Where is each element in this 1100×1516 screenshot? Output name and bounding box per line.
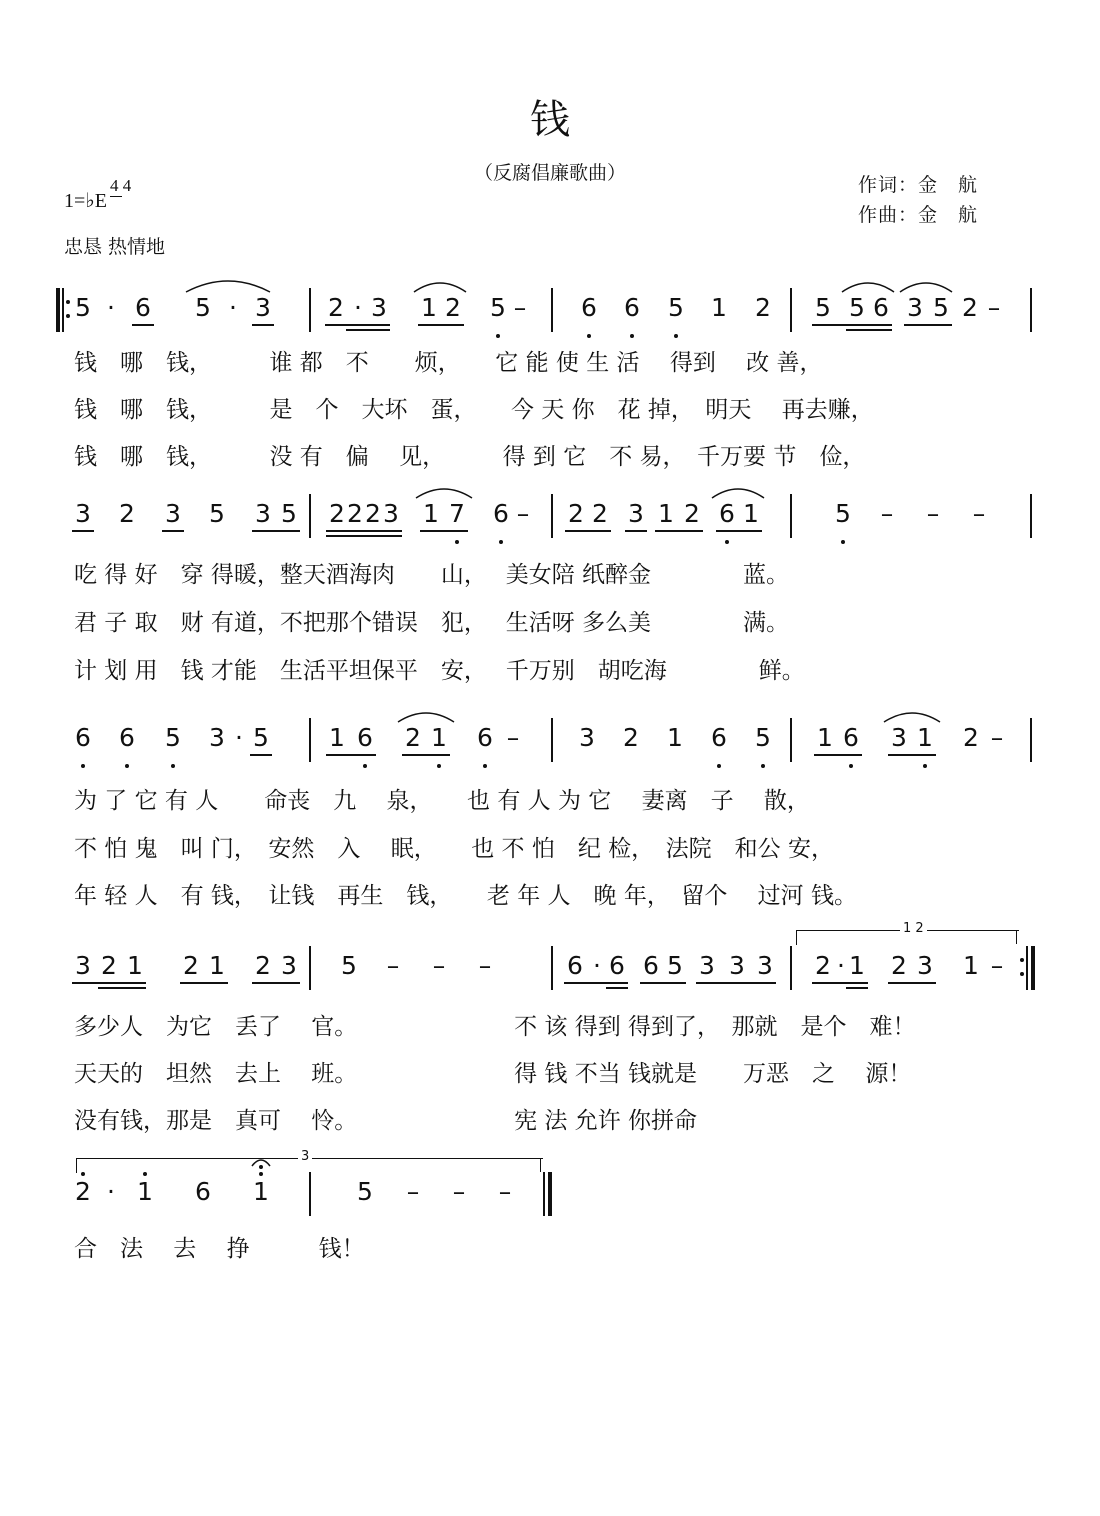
note: 3	[209, 723, 225, 752]
note: 2	[365, 499, 381, 528]
note: 5	[341, 951, 357, 980]
augmentation-dot: ·	[593, 951, 601, 980]
note: 2	[405, 723, 421, 752]
note: 2	[568, 499, 584, 528]
note: 5	[195, 293, 211, 322]
lyric-line: 年 轻 人 有 钱， 让钱 再生 钱， 老 年 人 晚 年， 留个 过河 钱。	[74, 883, 857, 909]
note: 2	[963, 723, 979, 752]
note: 2	[119, 499, 135, 528]
note: 1	[127, 951, 143, 980]
note: 1	[431, 723, 447, 752]
dash: –	[406, 1177, 420, 1206]
volta-label: 1 2	[900, 921, 927, 936]
note: 6	[477, 723, 493, 752]
note: 3	[165, 499, 181, 528]
volta-label: 3	[298, 1149, 312, 1164]
note: 6	[581, 293, 597, 322]
note: 3	[383, 499, 399, 528]
dash: –	[880, 499, 894, 528]
note: 1	[658, 499, 674, 528]
lyric-line: 君 子 取 财 有道，不把那个错误 犯， 生活呀 多么美 满。	[74, 610, 790, 636]
note: 5	[668, 293, 684, 322]
dash: –	[498, 1177, 512, 1206]
augmentation-dot: ·	[235, 723, 243, 752]
note: 6	[873, 293, 889, 322]
note: 6	[567, 951, 583, 980]
note: 5	[933, 293, 949, 322]
slurs	[0, 494, 1100, 554]
lyric-line: 没有钱，那是 真可 怜。 宪 法 允许 你拼命	[74, 1108, 698, 1134]
dash: –	[478, 951, 492, 980]
note: 2	[623, 723, 639, 752]
note: 3	[281, 951, 297, 980]
note: 5	[253, 723, 269, 752]
system-2	[0, 494, 1100, 554]
note: 5	[815, 293, 831, 322]
note: 1	[423, 499, 439, 528]
song-title: 钱	[530, 97, 570, 143]
augmentation-dot: ·	[229, 293, 237, 322]
note: 5	[209, 499, 225, 528]
note: 1	[711, 293, 727, 322]
lyric-line: 不 怕 鬼 叫 门， 安然 入 眠， 也 不 怕 纪 检， 法院 和公 安，	[74, 836, 834, 862]
lyric-line: 天天的 坦然 去上 班。 得 钱 不当 钱就是 万恶 之 源！	[74, 1061, 912, 1087]
note: 5	[849, 293, 865, 322]
note: 2	[347, 499, 363, 528]
note: 6	[609, 951, 625, 980]
lyric-line: 吃 得 好 穿 得暖，整天酒海肉 山， 美女陪 纸醉金 蓝。	[74, 562, 790, 588]
note: 2	[329, 499, 345, 528]
slurs	[0, 718, 1100, 778]
note: 6	[493, 499, 509, 528]
note: 1	[817, 723, 833, 752]
dash: –	[990, 723, 1004, 752]
repeat-end	[1026, 946, 1028, 990]
song-subtitle: （反腐倡廉歌曲）	[473, 162, 626, 184]
system-5	[0, 1172, 1100, 1232]
note: 3	[255, 499, 271, 528]
note: 1	[209, 951, 225, 980]
note: 5	[165, 723, 181, 752]
time-top: 4	[110, 176, 119, 195]
augmentation-dot: ·	[354, 293, 362, 322]
lyric-line: 钱 哪 钱， 是 个 大坏 蛋， 今 天 你 花 掉， 明天 再去赚，	[74, 397, 874, 423]
note: 2	[255, 951, 271, 980]
note: 2	[592, 499, 608, 528]
note: 5	[835, 499, 851, 528]
note: 1	[329, 723, 345, 752]
note: 6	[135, 293, 151, 322]
note: 2	[962, 293, 978, 322]
note: 1	[849, 951, 865, 980]
note: 3	[255, 293, 271, 322]
note: 6	[624, 293, 640, 322]
note: 3	[917, 951, 933, 980]
dash: –	[506, 723, 520, 752]
system-4	[0, 946, 1100, 1006]
slurs	[0, 288, 1100, 348]
lyric-line: 多少人 为它 丢了 官。 不 该 得到 得到了， 那就 是个 难！	[74, 1014, 916, 1040]
dash: –	[990, 951, 1004, 980]
note: 3	[628, 499, 644, 528]
note: 3	[75, 499, 91, 528]
lyric-line: 合 法 去 挣 钱！	[74, 1236, 365, 1262]
dash: –	[987, 293, 1001, 322]
note: 2	[445, 293, 461, 322]
fermata-icon	[0, 1172, 1100, 1232]
note: 6	[195, 1177, 211, 1206]
system-3	[0, 718, 1100, 778]
note: 3	[757, 951, 773, 980]
dash: –	[972, 499, 986, 528]
note: 1	[137, 1177, 153, 1206]
note: 5	[357, 1177, 373, 1206]
lyric-line: 计 划 用 钱 才能 生活平坦保平 安， 千万别 胡吃海 鲜。	[74, 658, 805, 684]
note: 3	[579, 723, 595, 752]
dash: –	[516, 499, 530, 528]
note: 1	[963, 951, 979, 980]
note: 6	[643, 951, 659, 980]
note: 1	[743, 499, 759, 528]
note: 6	[719, 499, 735, 528]
note: 1	[421, 293, 437, 322]
note: 2	[328, 293, 344, 322]
lyric-line: 钱 哪 钱， 谁 都 不 烦， 它 能 使 生 活 得到 改 善，	[74, 350, 823, 376]
note: 3	[699, 951, 715, 980]
note: 5	[667, 951, 683, 980]
note: 2	[75, 1177, 91, 1206]
note: 3	[75, 951, 91, 980]
time-bottom: 4	[122, 176, 132, 195]
note: 6	[711, 723, 727, 752]
key-signature: 1=♭E	[64, 190, 107, 212]
dash: –	[386, 951, 400, 980]
augmentation-dot: ·	[107, 293, 115, 322]
lyricist-credit: 作词：金 航	[858, 174, 979, 196]
time-signature	[110, 176, 131, 195]
note: 3	[729, 951, 745, 980]
dash: –	[452, 1177, 466, 1206]
tempo-marking: 忠恳 热情地	[64, 236, 166, 258]
augmentation-dot: ·	[837, 951, 845, 980]
note: 6	[357, 723, 373, 752]
note: 3	[371, 293, 387, 322]
dash: –	[513, 293, 527, 322]
note: 1	[253, 1177, 269, 1206]
note: 6	[119, 723, 135, 752]
note: 2	[755, 293, 771, 322]
composer-credit: 作曲：金 航	[858, 204, 979, 226]
dash: –	[926, 499, 940, 528]
note: 2	[684, 499, 700, 528]
note: 7	[449, 499, 465, 528]
note: 6	[843, 723, 859, 752]
note: 5	[490, 293, 506, 322]
augmentation-dot: ·	[107, 1177, 115, 1206]
lyric-line: 为 了 它 有 人 命丧 九 泉， 也 有 人 为 它 妻离 子 散，	[74, 788, 810, 814]
note: 5	[75, 293, 91, 322]
note: 3	[891, 723, 907, 752]
note: 2	[815, 951, 831, 980]
note: 2	[101, 951, 117, 980]
system-1	[0, 288, 1100, 348]
lyric-line: 钱 哪 钱， 没 有 偏 见， 得 到 它 不 易， 千万要 节 俭，	[74, 444, 866, 470]
note: 6	[75, 723, 91, 752]
note: 1	[667, 723, 683, 752]
note: 2	[183, 951, 199, 980]
dash: –	[432, 951, 446, 980]
note: 3	[907, 293, 923, 322]
note: 2	[891, 951, 907, 980]
note: 5	[281, 499, 297, 528]
note: 5	[755, 723, 771, 752]
note: 1	[917, 723, 933, 752]
